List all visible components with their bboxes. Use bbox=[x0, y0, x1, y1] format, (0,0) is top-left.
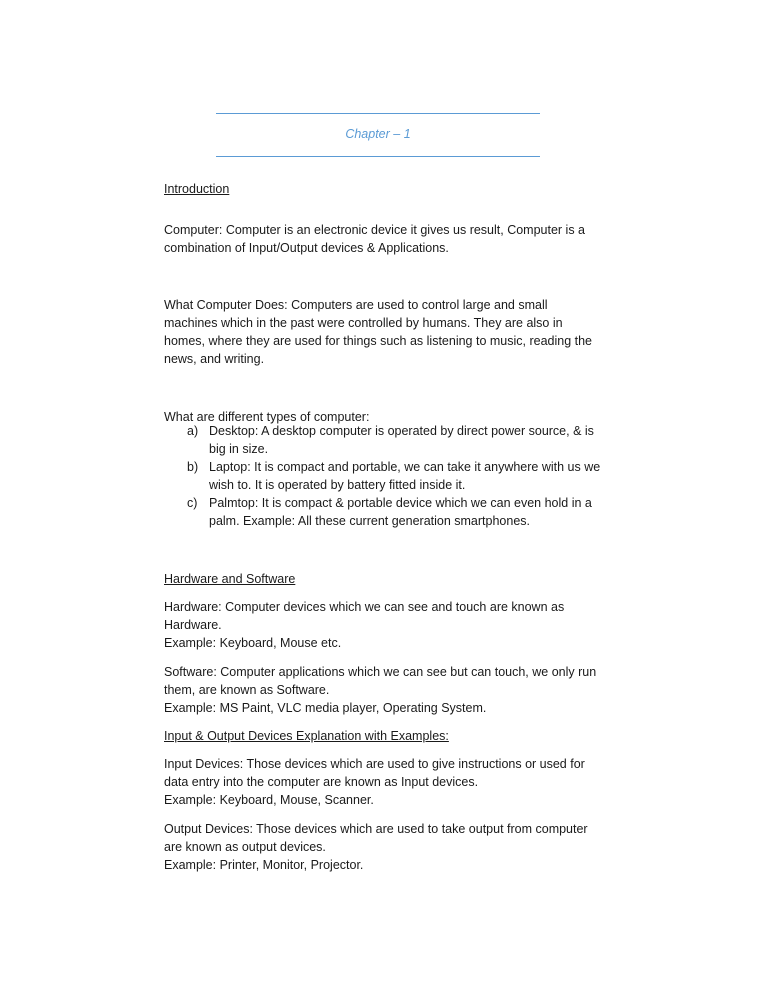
hardware-definition: Hardware: Computer devices which we can see and touch are known as Hardware. bbox=[164, 600, 565, 632]
hardware-software-heading: Hardware and Software bbox=[164, 572, 296, 586]
list-item-text: Laptop: It is compact and portable, we can take it anywhere with us we wish to. It is operated by battery fitted inside it. bbox=[209, 460, 601, 492]
list-item bbox=[164, 422, 604, 458]
list-item bbox=[164, 494, 604, 530]
list-item-text: Palmtop: It is compact & portable device which we can even hold in a palm. Example: All these current generation smartphones. bbox=[209, 496, 592, 528]
what-computer-does: What Computer Does: Computers are used to control large and small machines which in the past were controlled by humans. They are also in homes, where they are used for things such as listening to music, reading the news, and writing. bbox=[164, 297, 593, 366]
chapter-top-rule bbox=[216, 113, 540, 114]
hardware-block bbox=[164, 598, 604, 652]
chapter-heading: Chapter – 1 bbox=[345, 127, 411, 141]
list-item-text: Desktop: A desktop computer is operated by direct power source, & is big in size. bbox=[209, 424, 594, 456]
software-block bbox=[164, 663, 604, 717]
output-example: Example: Printer, Monitor, Projector. bbox=[164, 858, 364, 872]
types-heading: What are different types of computer: bbox=[164, 409, 370, 424]
input-example: Example: Keyboard, Mouse, Scanner. bbox=[164, 793, 374, 807]
introduction-heading: Introduction bbox=[164, 182, 230, 196]
chapter-bottom-rule bbox=[216, 156, 540, 157]
hardware-example: Example: Keyboard, Mouse etc. bbox=[164, 636, 342, 650]
list-marker: a) bbox=[187, 424, 199, 438]
list-marker: b) bbox=[187, 460, 199, 474]
types-list bbox=[164, 422, 604, 530]
computer-definition: Computer: Computer is an electronic device it gives us result, Computer is a combination of Input/Output devices & Applications. bbox=[164, 222, 586, 255]
output-definition: Output Devices: Those devices which are used to take output from computer are known as output devices. bbox=[164, 822, 588, 854]
software-definition: Software: Computer applications which we can see but can touch, we only run them, are known as Software. bbox=[164, 665, 597, 697]
input-block bbox=[164, 755, 604, 809]
output-block bbox=[164, 820, 604, 874]
input-definition: Input Devices: Those devices which are used to give instructions or used for data entry into the computer are known as Input devices. bbox=[164, 757, 585, 789]
list-item bbox=[164, 458, 604, 494]
list-marker: c) bbox=[187, 496, 198, 510]
software-example: Example: MS Paint, VLC media player, Operating System. bbox=[164, 701, 487, 715]
io-heading: Input & Output Devices Explanation with Examples: bbox=[164, 729, 449, 743]
